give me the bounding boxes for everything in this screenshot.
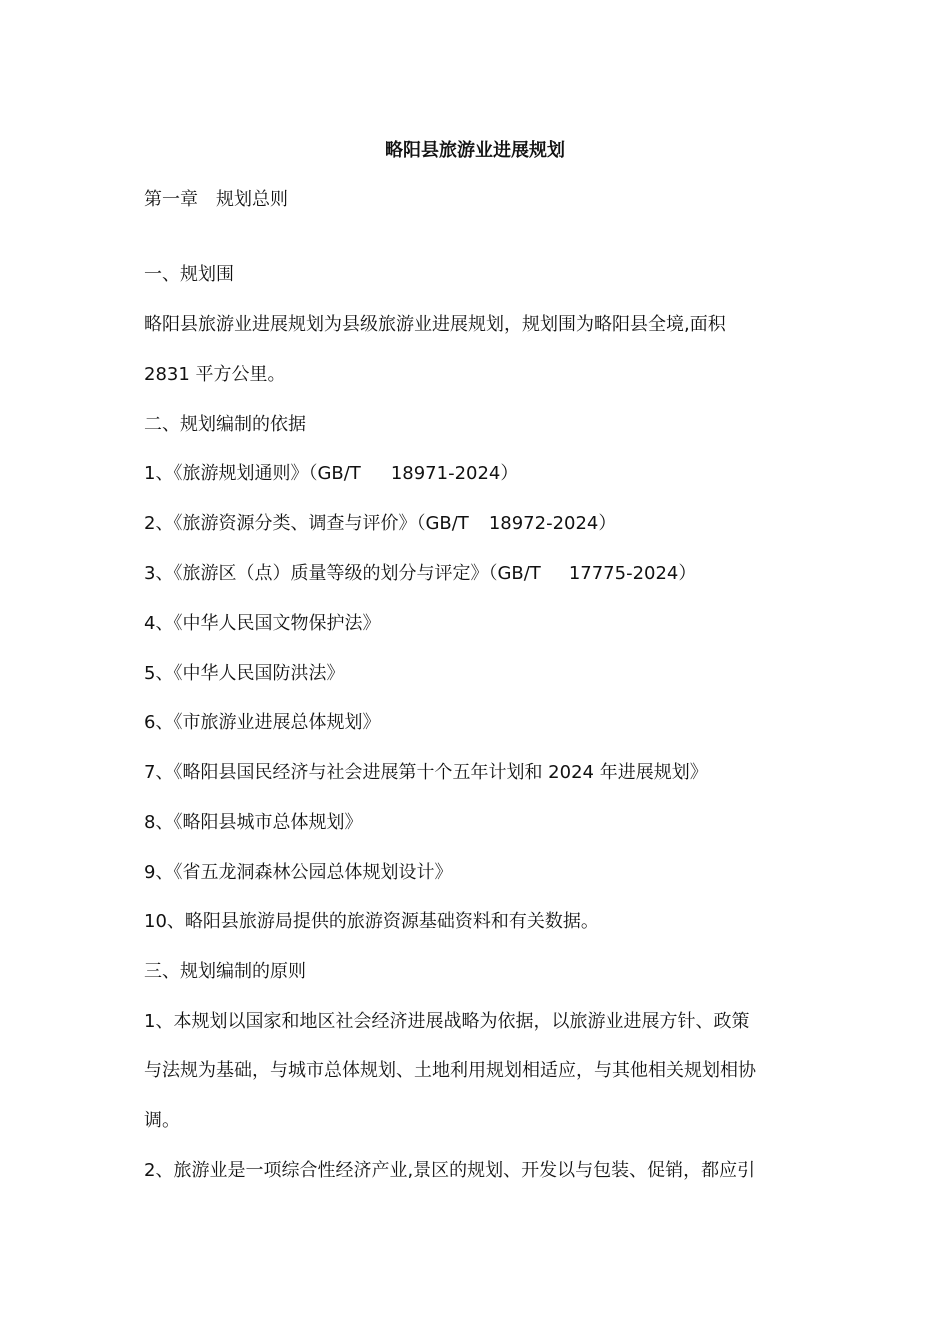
- paragraph-line: 与法规为基础，与城市总体规划、土地利用规划相适应，与其他相关规划相协: [144, 1060, 756, 1081]
- list-item-text: 2、《旅游资源分类、调查与评价》（GB/T: [144, 513, 469, 534]
- paragraph-line: 调。: [144, 1110, 180, 1131]
- list-item: [144, 511, 814, 537]
- section-heading-scope: 一、规划围: [144, 264, 234, 285]
- list-item: 9、《省五龙洞森林公园总体规划设计》: [144, 862, 453, 883]
- paragraph-line: 2、旅游业是一项综合性经济产业,景区的规划、开发以与包装、促销，都应引: [144, 1160, 756, 1181]
- section-heading-principles: 三、规划编制的原则: [144, 961, 306, 982]
- list-item: 10、略阳县旅游局提供的旅游资源基础资料和有关数据。: [144, 911, 599, 932]
- list-item: 6、《市旅游业进展总体规划》: [144, 712, 381, 733]
- chapter-number: 第一章: [144, 189, 198, 210]
- paragraph-line: 1、本规划以国家和地区社会经济进展战略为依据，以旅游业进展方针、政策: [144, 1011, 750, 1032]
- chapter-name: 规划总则: [216, 189, 288, 210]
- chapter-heading: [144, 187, 814, 213]
- section-heading-basis: 二、规划编制的依据: [144, 414, 306, 435]
- paragraph-line: 2831 平方公里。: [144, 364, 286, 385]
- list-item: 7、《略阳县国民经济与社会进展第十个五年计划和 2024 年进展规划》: [144, 762, 708, 783]
- document-title: 略阳县旅游业进展规划: [385, 140, 565, 161]
- list-item: 4、《中华人民国文物保护法》: [144, 613, 381, 634]
- list-item-code: 18972-2024）: [488, 513, 617, 534]
- list-item: [144, 561, 814, 587]
- list-item: 5、《中华人民国防洪法》: [144, 663, 345, 684]
- paragraph-line: 略阳县旅游业进展规划为县级旅游业进展规划，规划围为略阳县全境,面积: [144, 314, 726, 335]
- list-item: [144, 461, 814, 487]
- list-item-code: 17775-2024）: [568, 563, 697, 584]
- list-item: 8、《略阳县城市总体规划》: [144, 812, 363, 833]
- list-item-text: 3、《旅游区（点）质量等级的划分与评定》（GB/T: [144, 563, 541, 584]
- list-item-code: 18971-2024）: [390, 463, 519, 484]
- list-item-text: 1、《旅游规划通则》（GB/T: [144, 463, 361, 484]
